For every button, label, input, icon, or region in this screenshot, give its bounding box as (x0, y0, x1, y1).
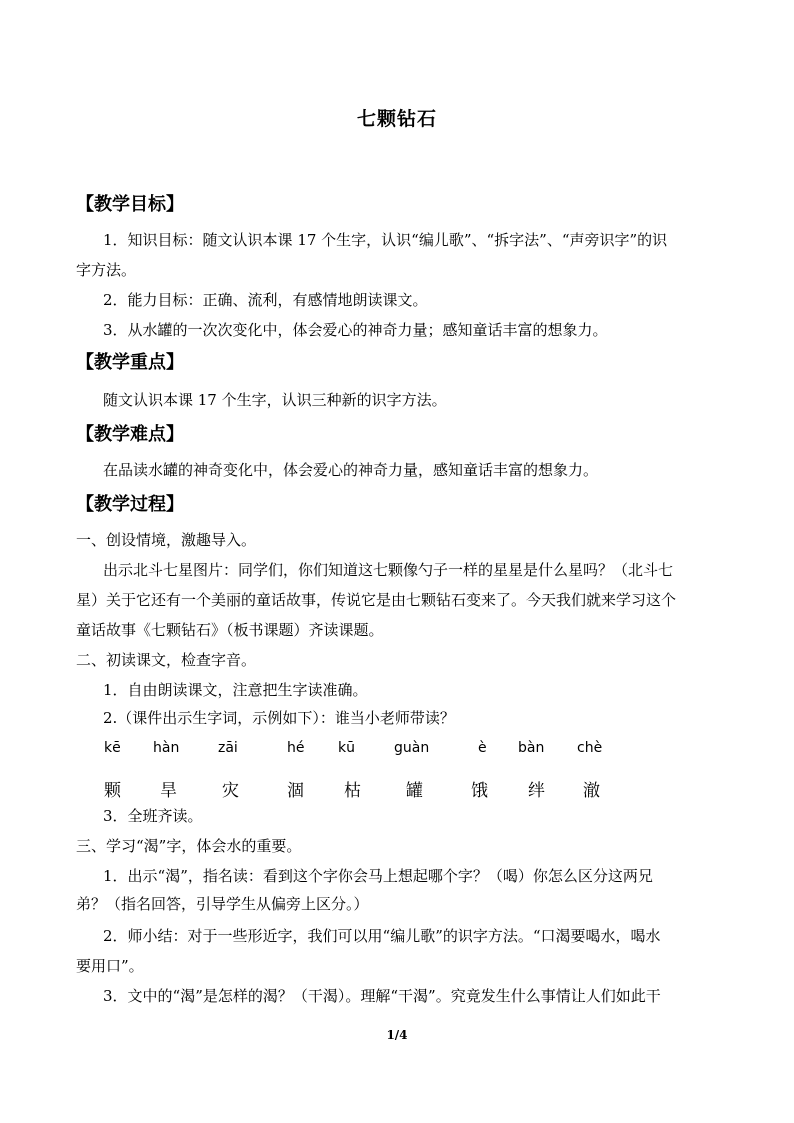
pinyin-item: chè (577, 740, 603, 756)
difficulty-point: 在品读水罐的神奇变化中，体会爱心的神奇力量，感知童话丰富的想象力。 (103, 461, 599, 479)
character-item: 澈 (583, 781, 600, 801)
step-3-title: 三、学习“渴”字，体会水的重要。 (76, 837, 302, 855)
step-2-item-3: 3．全班齐读。 (103, 807, 203, 825)
pinyin-item: hàn (153, 740, 180, 756)
page-number: 1/4 (386, 1028, 408, 1042)
goal-1-line-1: 1．知识目标：随文认识本课 17 个生字，认识“编儿歌”、“拆字法”、“声旁识字”的识 (103, 231, 668, 249)
pinyin-item: hé (287, 740, 305, 756)
goal-1-line-2: 字方法。 (76, 261, 137, 279)
step-3-item-1-line-1: 1．出示“渴”，指名读：看到这个字你会马上想起哪个字？（喝）你怎么区分这两兄 (103, 867, 653, 885)
character-item: 旱 (160, 781, 177, 801)
key-point: 随文认识本课 17 个生字，认识三种新的识字方法。 (103, 391, 447, 409)
step-2-item-1: 1．自由朗读课文，注意把生字读准确。 (103, 681, 368, 699)
character-item: 枯 (344, 781, 361, 801)
heading-teaching-difficulty: 【教学难点】 (76, 424, 184, 445)
pinyin-item: zāi (218, 740, 238, 756)
pinyin-item: bàn (518, 740, 545, 756)
goal-3: 3．从水罐的一次次变化中，体会爱心的神奇力量；感知童话丰富的想象力。 (103, 321, 608, 339)
character-item: 绊 (528, 781, 545, 801)
step-1-title: 一、创设情境，激趣导入。 (76, 531, 257, 549)
heading-teaching-process: 【教学过程】 (76, 494, 184, 515)
pinyin-item: kū (338, 740, 355, 756)
character-item: 灾 (222, 781, 239, 801)
character-item: 罐 (406, 781, 423, 801)
step-3-item-3-line-1: 3．文中的“渴”是怎样的渴？（干渴）。理解“干渴”。究竟发生什么事情让人们如此干 (103, 987, 661, 1005)
step-1-paragraph-line-1: 出示北斗七星图片：同学们，你们知道这七颗像勺子一样的星星是什么星吗？（北斗七 (103, 561, 674, 579)
pinyin-item: guàn (394, 740, 430, 756)
step-3-item-2-line-1: 2．师小结：对于一些形近字，我们可以用“编儿歌”的识字方法。“口渴要喝水，喝水 (103, 927, 661, 945)
step-1-paragraph-line-2: 星）关于它还有一个美丽的童话故事，传说它是由七颗钻石变来了。今天我们就来学习这个 (76, 591, 677, 609)
step-3-item-1-line-2: 弟？（指名回答，引导学生从偏旁上区分。） (76, 895, 369, 913)
character-item: 饿 (471, 781, 488, 801)
step-1-paragraph-line-3: 童话故事《七颗钻石》（板书课题）齐读课题。 (76, 621, 384, 639)
pinyin-item: kē (104, 740, 121, 756)
step-3-item-2-line-2: 要用口”。 (76, 957, 144, 975)
heading-teaching-goals: 【教学目标】 (76, 194, 184, 215)
document-title: 七颗钻石 (356, 108, 437, 130)
step-2-item-2: 2.（课件出示生字词，示例如下）：谁当小老师带读？ (103, 709, 455, 727)
goal-2: 2．能力目标：正确、流利，有感情地朗读课文。 (103, 291, 428, 309)
step-2-title: 二、初读课文，检查字音。 (76, 651, 257, 669)
character-item: 涸 (287, 781, 304, 801)
pinyin-item: è (478, 740, 487, 756)
heading-teaching-key: 【教学重点】 (76, 352, 184, 373)
character-item: 颗 (104, 781, 121, 801)
